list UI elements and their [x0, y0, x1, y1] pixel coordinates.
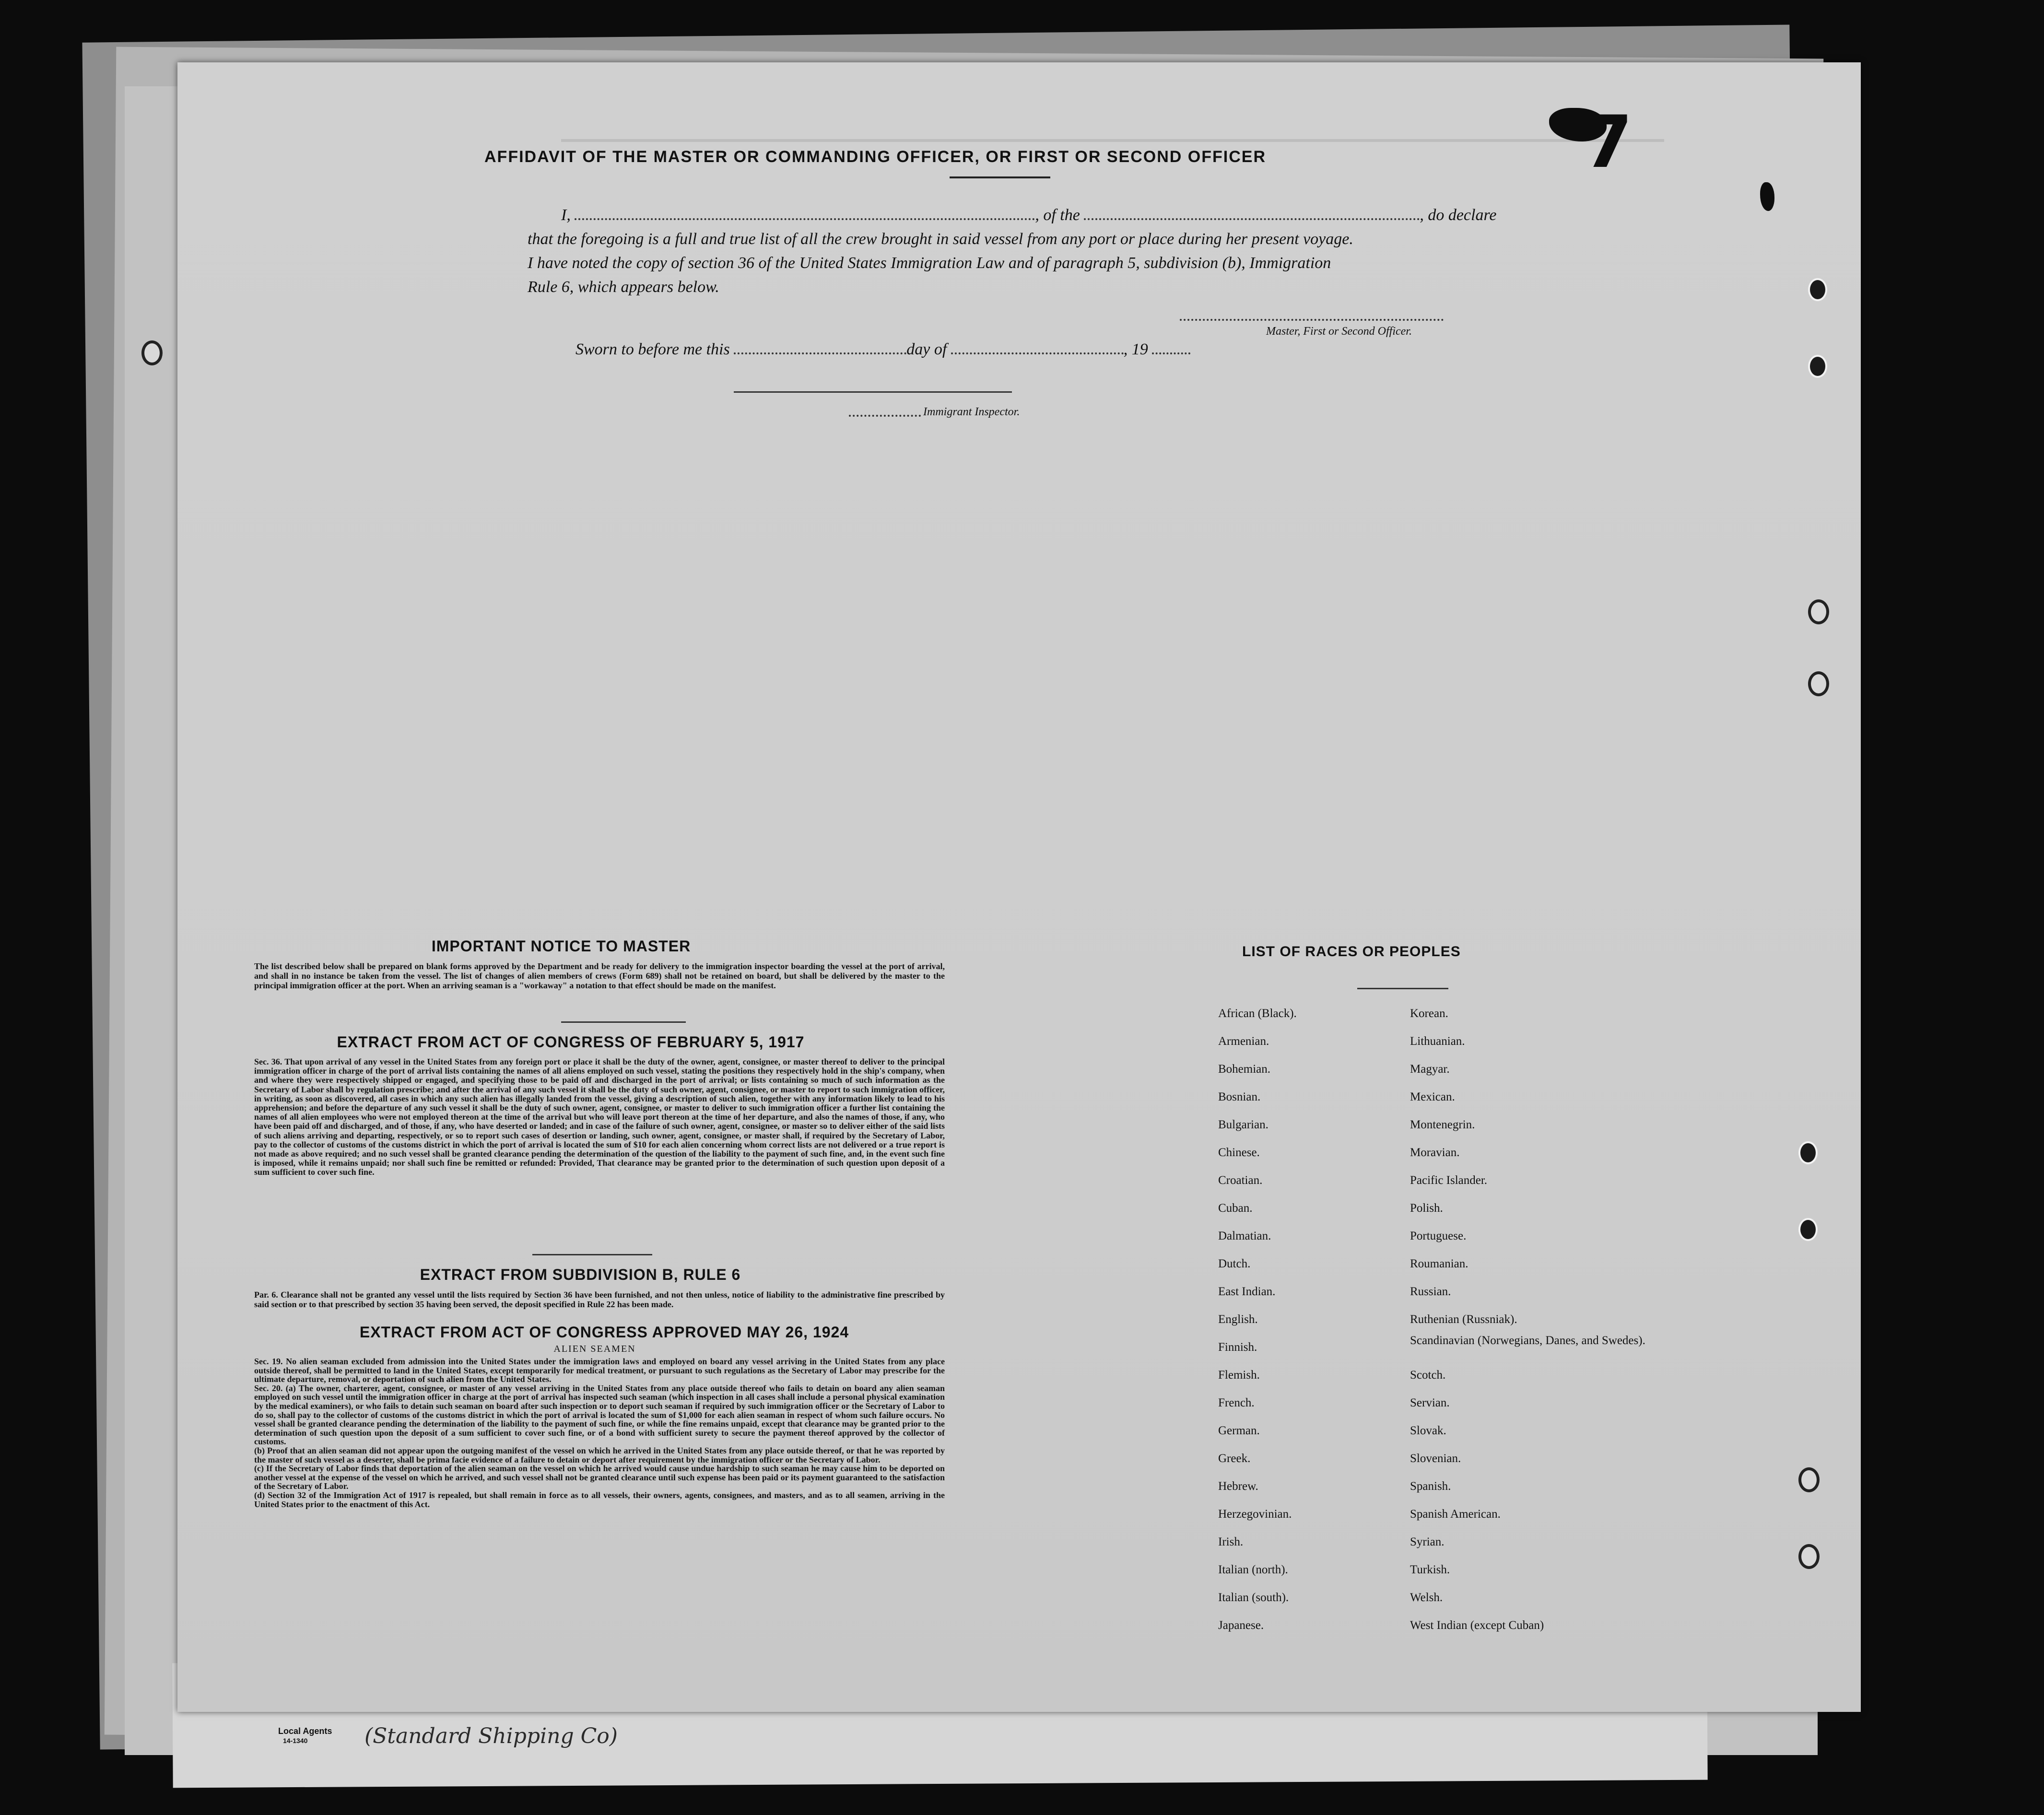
race-item: Montenegrin. — [1410, 1118, 1475, 1131]
race-item: Finnish. — [1218, 1341, 1257, 1354]
sworn-day-of: day of — [906, 340, 947, 358]
sec-20d: (d) Section 32 of the Immigration Act of 1917 is repealed, but shall remain in force as to all vessels, their owners, agents, consignees, and masters, and as to all seamen, arriving in the United States prior to the enactment of this Act. — [254, 1490, 945, 1509]
race-item: Bohemian. — [1218, 1063, 1271, 1076]
races-right-column — [1410, 1000, 1645, 1639]
race-item: Servian. — [1410, 1396, 1450, 1409]
sworn-text: Sworn to before me this — [576, 340, 730, 358]
race-item: West Indian (except Cuban) — [1410, 1619, 1544, 1632]
races-title: LIST OF RACES OR PEOPLES — [1242, 944, 1461, 960]
local-agents-label: Local Agents — [278, 1726, 332, 1736]
race-item: Italian (north). — [1218, 1563, 1288, 1576]
signature-label: Master, First or Second Officer. — [1266, 325, 1412, 338]
inspector-dots — [849, 415, 921, 417]
sec-19: Sec. 19. No alien seaman excluded from admission into the United States under the immigration laws and employed on board any vessel arriving in the United States from any place outside thereof, shall be permitted to land in the United States, except temporarily for medical treatment, or pursuant to such regulations as the Secretary of Labor may prescribe for the ultimate departure, removal, or deportation of such alien from the United States. — [254, 1357, 945, 1384]
punch-hole — [1808, 671, 1829, 696]
sworn-day-blank — [734, 342, 906, 354]
sworn-month-blank — [951, 342, 1124, 354]
extract-1924-body — [254, 1357, 945, 1509]
sec-20c: (c) If the Secretary of Labor finds that deportation of the alien seaman on the vessel on which he arrived would cause undue hardship to such seaman he may cause him to be deported on another vessel at the expense of the vessel on which he arrived, and such vessel shall not be granted clearance until such expense has been paid or its payment guaranteed to the satisfaction of the Secretary of Labor. — [254, 1464, 945, 1491]
affidavit-line-3: I have noted the copy of section 36 of the United States Immigration Law and of paragraph 5, subdivision (b), Immigration — [528, 254, 1331, 272]
race-item: Slovak. — [1410, 1424, 1446, 1437]
race-item: English. — [1218, 1313, 1258, 1326]
inspector-signature-line — [734, 391, 1012, 393]
race-item: Bosnian. — [1218, 1090, 1261, 1103]
extract-1917-title: EXTRACT FROM ACT OF CONGRESS OF FEBRUARY 5, 1917 — [337, 1033, 805, 1051]
punch-hole — [141, 340, 163, 365]
race-item: Slovenian. — [1410, 1452, 1461, 1465]
race-item: Mexican. — [1410, 1090, 1455, 1103]
race-item: Irish. — [1218, 1535, 1244, 1548]
affidavit-title: AFFIDAVIT OF THE MASTER OR COMMANDING OFFICER, OR FIRST OR SECOND OFFICER — [484, 148, 1266, 166]
race-item: Scotch. — [1410, 1369, 1446, 1382]
punch-hole — [1798, 1218, 1818, 1241]
sheet-number-mark: 7 — [1583, 101, 1633, 184]
race-item: Lithuanian. — [1410, 1035, 1465, 1048]
race-item: Hebrew. — [1218, 1480, 1258, 1493]
race-item: Flemish. — [1218, 1369, 1260, 1382]
divider — [532, 1254, 652, 1255]
vessel-blank — [1084, 208, 1420, 220]
race-item: Spanish. — [1410, 1480, 1451, 1493]
race-item: Moravian. — [1410, 1146, 1460, 1159]
race-item: Turkish. — [1410, 1563, 1450, 1576]
affidavit-line-2: that the foregoing is a full and true list of all the crew brought in said vessel from any port or place during her present voyage. — [528, 230, 1353, 248]
race-item: Roumanian. — [1410, 1257, 1468, 1270]
divider — [1357, 988, 1448, 989]
punch-hole — [1798, 1544, 1820, 1569]
extract-1924-subtitle: ALIEN SEAMEN — [553, 1344, 636, 1354]
handwritten-agent: (Standard Shipping Co) — [364, 1724, 618, 1748]
race-item: Polish. — [1410, 1202, 1443, 1215]
race-item: Chinese. — [1218, 1146, 1260, 1159]
extract-rule6-title: EXTRACT FROM SUBDIVISION B, RULE 6 — [420, 1266, 741, 1283]
signature-line — [1180, 319, 1444, 321]
affidavit-of-the: , of the — [1035, 206, 1080, 224]
affidavit-i: I, — [561, 206, 571, 224]
race-item: Scandinavian (Norwegians, Danes, and Swedes). — [1410, 1334, 1645, 1347]
race-item: Croatian. — [1218, 1174, 1263, 1187]
form-number: 14-1340 — [283, 1737, 308, 1745]
race-item: Russian. — [1410, 1285, 1451, 1298]
extract-1917-body: Sec. 36. That upon arrival of any vessel in the United States from any foreign port or place it shall be the duty of the owner, agent, consignee, or master thereof to deliver to the principal immigration officer in charge of the port of arrival lists containing the names of all aliens employed on such vessel, stating the positions they respectively hold in the ship's company, when and where they were respectively shipped or engaged, and specifying those to be paid off and discharged in the port of arrival; or lists containing so much of such information as the Secretary of Labor shall by regulation prescribe; and after the arrival of any such vessel it shall be the duty of such owner, agent, consignee, or master to report to such immigration officer, in writing, as soon as discovered, all cases in which any such alien has illegally landed from the vessel, giving a description of such alien, together with any information likely to lead to his apprehension; and before the departure of any such vessel it shall be the duty of such owner, agent, consignee, or master to deliver to such immigration officer a further list containing the names of all alien employees who were not employed thereon at the time of the arrival but who will leave port thereon at the time of her departure, and also the names of those, if any, who have been paid off and discharged, and of those, if any, who have deserted or landed; and in case of the failure of such owner, agent, consignee, or master so to deliver either of the said lists of such aliens arriving and departing, respectively, or so to report such cases of desertion or landing, such owner, agent, consignee, or master shall, if required by the Secretary of Labor, pay to the collector of customs of the customs district in which the port of arrival is located the sum of $10 for each alien concerning whom correct lists are not delivered or a true report is not made as above required; and no such vessel shall be granted clearance pending the determination of the question of the liability to the payment of such fine, and, in the event such fine is imposed, while it remains unpaid; nor shall such fine be remitted or refunded: Provided, That clearance may be granted prior to the determination of such question upon deposit of a sum sufficient to cover such fine. — [254, 1057, 945, 1177]
race-item: Syrian. — [1410, 1535, 1445, 1548]
extract-1924-title: EXTRACT FROM ACT OF CONGRESS APPROVED MAY 26, 1924 — [359, 1323, 849, 1341]
race-item: Korean. — [1410, 1007, 1448, 1020]
race-item: Welsh. — [1410, 1591, 1443, 1604]
race-item: Dutch. — [1218, 1257, 1251, 1270]
race-item: Pacific Islander. — [1410, 1174, 1488, 1187]
punch-hole — [1798, 1467, 1820, 1492]
race-item: Ruthenian (Russniak). — [1410, 1313, 1517, 1326]
punch-hole — [1798, 1141, 1818, 1164]
punch-hole — [1808, 355, 1827, 378]
notice-body: The list described below shall be prepared on blank forms approved by the Department and be ready for delivery to the immigration inspector boarding the vessel at the port of arrival, and shall in no instance be taken from the vessel. The list of changes of alien members of crews (Form 689) shall not be retained on board, but shall be delivered by the master to the principal immigration officer at the port. When an arriving seaman is a "workaway" a notation to that effect should be made on the manifest. — [254, 961, 945, 990]
race-item: Portuguese. — [1410, 1230, 1467, 1242]
extract-rule6-body: Par. 6. Clearance shall not be granted any vessel until the lists required by Section 36 have been furnished, and not then unless, notice of liability to the administrative fine prescribed by said section or to that prescribed by section 35 having been served, the deposit specified in Rule 22 has been made. — [254, 1290, 945, 1309]
manifest-page — [177, 62, 1861, 1748]
race-item: Spanish American. — [1410, 1508, 1501, 1521]
ink-stain — [1760, 182, 1774, 211]
sworn-year-blank — [1152, 342, 1190, 354]
name-blank — [575, 208, 1035, 220]
race-item: African (Black). — [1218, 1007, 1297, 1020]
divider — [561, 1021, 686, 1023]
race-item: Italian (south). — [1218, 1591, 1289, 1604]
race-item: Japanese. — [1218, 1619, 1264, 1632]
race-item: Magyar. — [1410, 1063, 1450, 1076]
race-item: Greek. — [1218, 1452, 1251, 1465]
sec-20b: (b) Proof that an alien seaman did not appear upon the outgoing manifest of the vessel on which he arrived in the United States from any place outside thereof, or that he was reported by the master of such vessel as a deserter, shall be prima facie evidence of a failure to detain or deport after requirement by the immigration officer or the Secretary of Labor. — [254, 1445, 945, 1464]
race-item: Cuban. — [1218, 1202, 1253, 1215]
race-item: Bulgarian. — [1218, 1118, 1269, 1131]
sworn-line — [576, 340, 1190, 359]
notice-title: IMPORTANT NOTICE TO MASTER — [431, 937, 691, 955]
sworn-year: , 19 — [1123, 340, 1148, 358]
race-item: Armenian. — [1218, 1035, 1269, 1048]
race-item: East Indian. — [1218, 1285, 1276, 1298]
punch-hole — [1808, 599, 1829, 624]
affidavit-declaration-line — [561, 206, 1497, 224]
race-item: Herzegovinian. — [1218, 1508, 1292, 1521]
race-item: German. — [1218, 1424, 1260, 1437]
races-left-column — [1218, 1000, 1297, 1639]
race-item: Dalmatian. — [1218, 1230, 1271, 1242]
divider — [950, 176, 1050, 178]
punch-hole — [1808, 278, 1827, 301]
inspector-label: Immigrant Inspector. — [923, 406, 1020, 418]
affidavit-do-declare: , do declare — [1420, 206, 1497, 224]
sec-20a: Sec. 20. (a) The owner, charterer, agent, consignee, or master of any vessel arriving in the United States from any place outside thereof who fails to detain on board any alien seaman employed on such vessel until the immigration officer in charge at the port of arrival has inspected such seaman (which inspection in all cases shall include a personal physical examination by the medical examiners), or who fails to detain such seaman on board after such inspection or to deport such seaman if required by such immigration officer or the Secretary of Labor to do so, shall pay to the collector of customs of the customs district in which the port of arrival is located the sum of $1,000 for each alien seaman in respect of whom such failure occurs. No vessel shall be granted clearance pending the determination of the liability to the payment of such fine, or while the fine remains unpaid, except that clearance may be granted prior to the determination of such question upon the deposit of a sum sufficient to cover such fine, or of a bond with sufficient surety to secure the payment thereof approved by the collector of customs. — [254, 1383, 945, 1447]
race-item: French. — [1218, 1396, 1255, 1409]
affidavit-line-4: Rule 6, which appears below. — [528, 278, 719, 296]
